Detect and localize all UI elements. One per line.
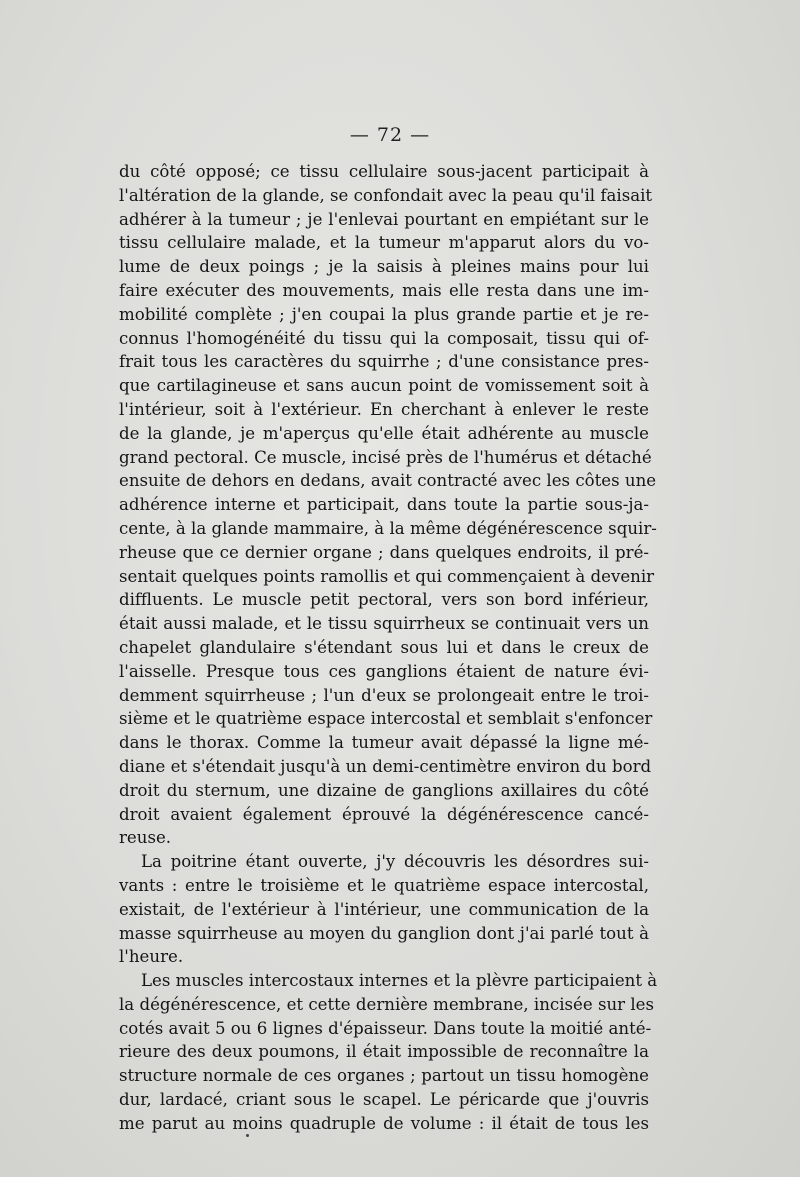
text-line: existait, de l'extérieur à l'intérieur, une communication de la [119,899,649,919]
text-line: droit avaient également éprouvé la dégénérescence cancé- [119,804,649,824]
text-line: ensuite de dehors en dedans, avait contracté avec les côtes une [119,471,657,491]
text-line: la dégénérescence, et cette dernière membrane, incisée sur les [119,994,654,1014]
text-line: reuse. [119,828,172,848]
text-line: l'intérieur, soit à l'extérieur. En cherchant à enlever le reste [119,399,649,419]
text-line: que cartilagineuse et sans aucun point de vomissement soit à [119,376,649,396]
text-line: l'altération de la glande, se confondait avec la peau qu'il faisait [119,185,653,205]
text-line: me parut au moins quadruple de volume : il était de tous les [119,1113,649,1133]
text-line: sième et le quatrième espace intercostal et semblait s'enfoncer [119,709,653,729]
text-line: faire exécuter des mouvements, mais elle resta dans une im- [119,280,649,300]
text-line: structure normale de ces organes ; partout un tissu homogène [119,1066,649,1086]
text-line: lume de deux poings ; je la saisis à pleines mains pour lui [119,257,649,277]
text-line: cotés avait 5 ou 6 lignes d'épaisseur. Dans toute la moitié anté- [119,1018,652,1038]
text-line: l'heure. [119,947,184,967]
text-line: Les muscles intercostaux internes et la plèvre participaient à [141,971,658,991]
text-line: mobilité complète ; j'en coupai la plus grande partie et je re- [119,304,649,324]
text-line: cente, à la glande mammaire, à la même dégénérescence squir- [119,518,657,538]
text-line: grand pectoral. Ce muscle, incisé près de l'humérus et détaché [119,447,652,467]
text-line: de la glande, je m'aperçus qu'elle était adhérente au muscle [119,423,649,443]
text-line: dans le thorax. Comme la tumeur avait dépassé la ligne mé- [119,733,649,753]
text-line: l'aisselle. Presque tous ces ganglions étaient de nature évi- [119,661,649,681]
text-line: diane et s'étendait jusqu'à un demi-centimètre environ du bord [119,756,652,776]
page-number: — 72 — [349,124,431,146]
text-line: sentait quelques points ramollis et qui commençaient à devenir [119,566,655,586]
text-line: rheuse que ce dernier organe ; dans quelques endroits, il pré- [119,542,649,562]
text-line: du côté opposé; ce tissu cellulaire sous-jacent participait à [119,162,649,181]
text-line: tissu cellulaire malade, et la tumeur m'apparut alors du vo- [119,233,649,253]
text-line: adhérer à la tumeur ; je l'enlevai pourtant en empiétant sur le [119,209,649,229]
text-line: droit du sternum, une dizaine de ganglions axillaires du côté [119,780,649,800]
body-text [119,160,658,1136]
text-line: La poitrine étant ouverte, j'y découvris les désordres sui- [141,852,649,872]
text-line: était aussi malade, et le tissu squirrheux se continuait vers un [119,614,649,634]
text-line: dur, lardacé, criant sous le scapel. Le péricarde que j'ouvris [119,1090,649,1110]
text-line: frait tous les caractères du squirrhe ; d'une consistance pres- [119,352,649,372]
text-line: rieure des deux poumons, il était impossible de reconnaître la [119,1042,649,1062]
text-line: diffluents. Le muscle petit pectoral, vers son bord inférieur, [119,590,649,610]
text-line: vants : entre le troisième et le quatrième espace intercostal, [119,875,649,895]
text-line: demment squirrheuse ; l'un d'eux se prolongeait entre le troi- [119,685,649,705]
ink-speck [246,1134,249,1137]
text-line: masse squirrheuse au moyen du ganglion dont j'ai parlé tout à [119,923,649,943]
text-line: chapelet glandulaire s'étendant sous lui et dans le creux de [119,637,649,657]
text-line: connus l'homogénéité du tissu qui la composait, tissu qui of- [119,328,649,348]
text-line: adhérence interne et participait, dans toute la partie sous-ja- [119,495,649,515]
